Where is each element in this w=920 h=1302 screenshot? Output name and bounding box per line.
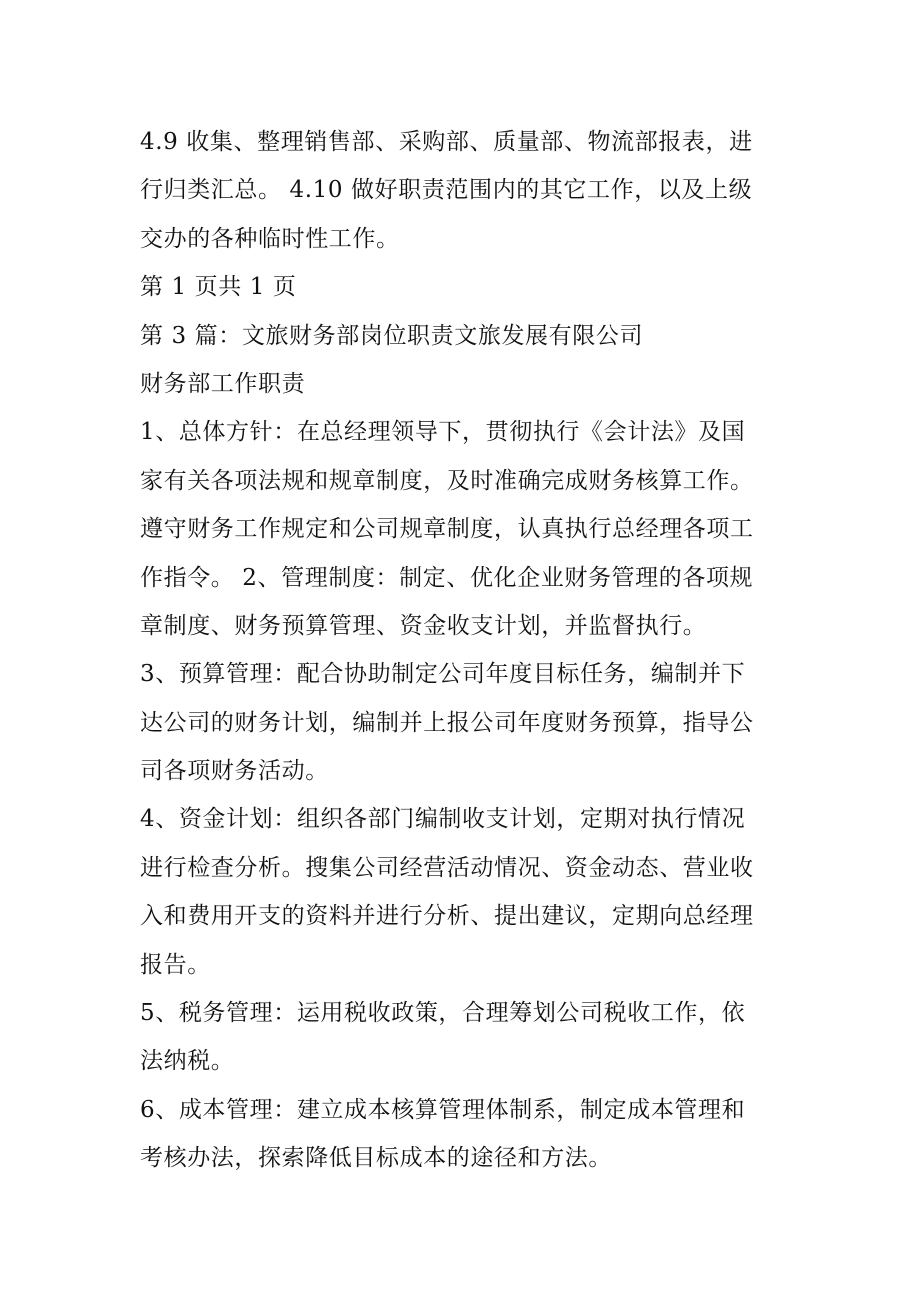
text-line: 3、预算管理：配合协助制定公司年度目标任务，编制并下 xyxy=(140,661,746,688)
text-line: 报告。 xyxy=(140,951,211,978)
text-line: 遵守财务工作规定和公司规章制度，认真执行总经理各项工 xyxy=(140,516,754,543)
text-line: 5、税务管理：运用税收政策，合理筹划公司税收工作，依 xyxy=(140,1000,746,1027)
text-line: 行归类汇总。 4.10 做好职责范围内的其它工作，以及上级 xyxy=(140,177,753,204)
text-line: 司各项财务活动。 xyxy=(140,758,329,785)
text-line: 达公司的财务计划，编制并上报公司年度财务预算，指导公 xyxy=(140,709,754,736)
text-line: 入和费用开支的资料并进行分析、提出建议，定期向总经理 xyxy=(140,903,754,930)
text-line: 考核办法，探索降低目标成本的途径和方法。 xyxy=(140,1145,612,1172)
text-line: 4、资金计划：组织各部门编制收支计划，定期对执行情况 xyxy=(140,806,746,833)
text-line: 法纳税。 xyxy=(140,1048,235,1075)
text-line: 家有关各项法规和规章制度，及时准确完成财务核算工作。 xyxy=(140,467,754,494)
text-line: 4.9 收集、整理销售部、采购部、质量部、物流部报表，进 xyxy=(140,129,753,155)
text-line: 章制度、财务预算管理、资金收支计划，并监督执行。 xyxy=(140,612,707,639)
text-line: 1、总体方针：在总经理领导下，贯彻执行《会计法》及国 xyxy=(140,419,746,446)
document-body xyxy=(140,118,790,1183)
section-subtitle: 财务部工作职责 xyxy=(140,370,306,397)
section-heading: 第 3 篇：文旅财务部岗位职责文旅发展有限公司 xyxy=(140,322,644,349)
text-line: 6、成本管理：建立成本核算管理体制系，制定成本管理和 xyxy=(140,1096,746,1123)
text-line: 交办的各种临时性工作。 xyxy=(140,225,400,252)
text-line: 作指令。 2、管理制度：制定、优化企业财务管理的各项规 xyxy=(140,564,754,591)
page-number: 第 1 页共 1 页 xyxy=(140,274,297,301)
text-line: 进行检查分析。搜集公司经营活动情况、资金动态、营业收 xyxy=(140,854,754,881)
